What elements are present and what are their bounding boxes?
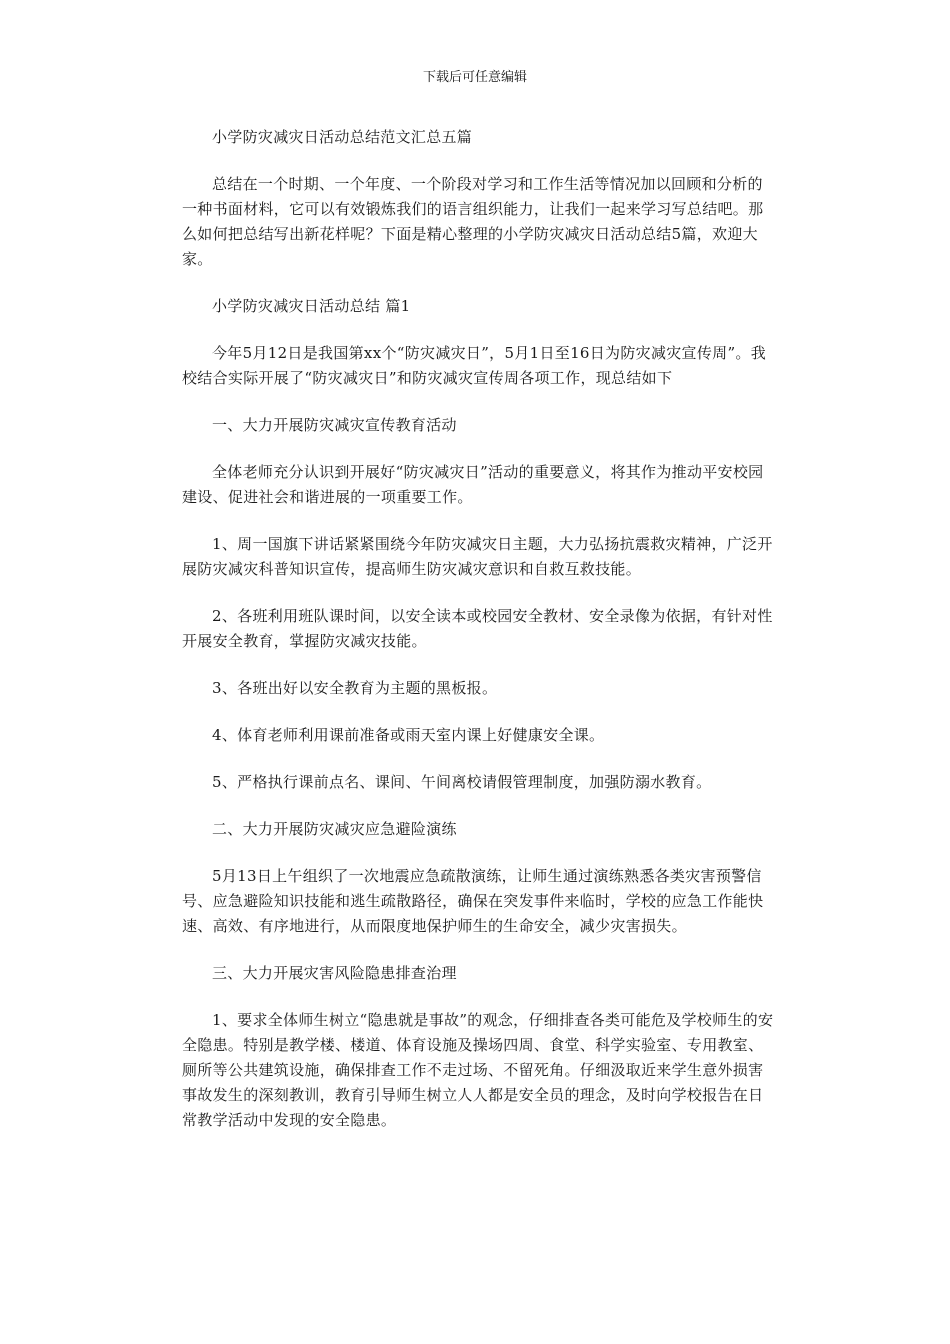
section-heading-3: 三、大力开展灾害风险隐患排查治理 (212, 964, 457, 982)
list-item: 1、周一国旗下讲话紧紧围绕今年防灾减灾日主题，大力弘扬抗震救灾精神，广泛开展防灾减灾科普知识宣传，提高师生防灾减灾意识和自救互救技能。 (182, 535, 773, 578)
paragraph-intro: 总结在一个时期、一个年度、一个阶段对学习和工作生活等情况加以回顾和分析的一种书面材料，它可以有效锻炼我们的语言组织能力，让我们一起来学习写总结吧。那么如何把总结写出新花样呢？下面是精心整理的小学防灾减灾日活动总结5篇，欢迎大家。 (182, 175, 764, 268)
paragraph: 全体老师充分认识到开展好“防灾减灾日”活动的重要意义，将其作为推动平安校园建设、促进社会和谐进展的一项重要工作。 (182, 463, 764, 506)
section-title-part1: 小学防灾减灾日活动总结 篇1 (212, 297, 411, 315)
paragraph-overview: 今年5月12日是我国第xx个“防灾减灾日”，5月1日至16日为防灾减灾宣传周”。我校结合实际开展了“防灾减灾日”和防灾减灾宣传周各项工作，现总结如下 (182, 344, 767, 387)
header-note: 下载后可任意编辑 (422, 70, 527, 85)
list-item: 1、要求全体师生树立“隐患就是事故”的观念，仔细排查各类可能危及学校师生的安全隐患。特别是教学楼、楼道、体育设施及操场四周、食堂、科学实验室、专用教室、厕所等公共建筑设施，确保排查工作不走过场、不留死角。仔细汲取近来学生意外损害事故发生的深刻教训，教育引导师生树立人人都是安全员的理念，及时向学校报告在日常教学活动中发现的安全隐患。 (182, 1011, 774, 1129)
section-heading-2: 二、大力开展防灾减灾应急避险演练 (212, 820, 457, 838)
list-item: 4、体育老师利用课前准备或雨天室内课上好健康安全课。 (212, 726, 605, 744)
list-item: 2、各班利用班队课时间，以安全读本或校园安全教材、安全录像为依据，有针对性开展安全教育，掌握防灾减灾技能。 (182, 607, 773, 650)
list-item: 5、严格执行课前点名、课间、午间离校请假管理制度，加强防溺水教育。 (212, 773, 712, 791)
paragraph: 5月13日上午组织了一次地震应急疏散演练，让师生通过演练熟悉各类灾害预警信号、应急避险知识技能和逃生疏散路径，确保在突发事件来临时，学校的应急工作能快速、高效、有序地进行，从而限度地保护师生的生命安全，减少灾害损失。 (182, 867, 764, 935)
document-body (182, 125, 778, 1155)
section-heading-1: 一、大力开展防灾减灾宣传教育活动 (212, 416, 457, 434)
list-item: 3、各班出好以安全教育为主题的黑板报。 (212, 679, 498, 697)
document-title: 小学防灾减灾日活动总结范文汇总五篇 (212, 128, 473, 146)
